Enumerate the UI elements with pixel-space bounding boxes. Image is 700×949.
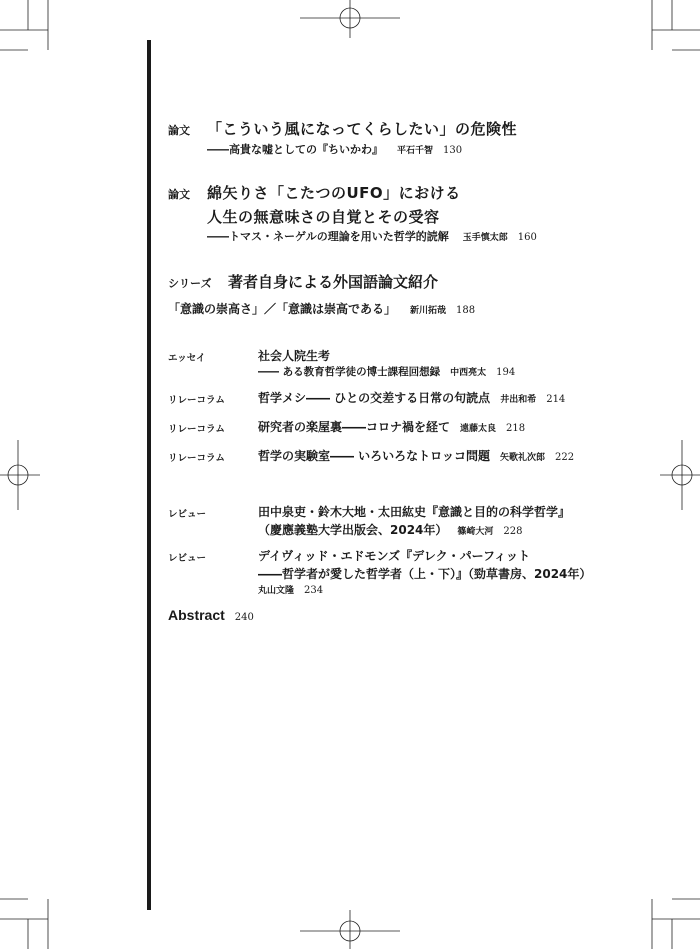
- article-1-tag: 論文: [168, 124, 190, 137]
- review-2-author-row: [258, 583, 323, 596]
- series-page: 188: [456, 305, 476, 316]
- article-2-subtitle: ――トマス・ネーゲルの理論を用いた哲学的読解: [207, 230, 449, 243]
- review-1-author: 篠崎大河: [457, 527, 494, 537]
- column-1-subtitle: ―― ある教育哲学徒の博士課程回想録: [258, 366, 441, 378]
- column-2-author: 井出和希: [500, 395, 537, 405]
- review-1-line-2-row: [258, 521, 523, 538]
- article-2-page: 160: [517, 232, 537, 243]
- column-4-author: 矢歌礼次郎: [499, 453, 545, 463]
- column-4-tag: リレーコラム: [168, 453, 225, 464]
- column-2-tag: リレーコラム: [168, 395, 225, 406]
- series-tag: シリーズ: [168, 277, 212, 290]
- column-1-author: 中西亮太: [450, 368, 487, 378]
- series-title: 著者自身による外国語論文紹介: [228, 273, 439, 291]
- article-1-title: 「こういう風になってくらしたい」の危険性: [207, 120, 518, 138]
- review-2-page: 234: [304, 585, 324, 596]
- column-1-tag: エッセイ: [168, 353, 206, 364]
- column-3-title: 研究者の楽屋裏――コロナ禍を経て: [258, 420, 451, 434]
- review-2-line-2: ――哲学者が愛した哲学者（上・下）』（勁草書房、2024年）: [258, 567, 592, 581]
- column-3-page: 218: [506, 423, 526, 434]
- abstract-label: Abstract: [168, 607, 225, 623]
- article-2-title-line-1: 綿矢りさ「こたつのUFO」における: [207, 184, 461, 202]
- review-2-author: 丸山文隆: [258, 586, 295, 596]
- review-1-page: 228: [503, 526, 523, 537]
- abstract-row: [168, 605, 254, 624]
- column-2-title-line: [258, 389, 565, 406]
- article-1-subtitle: ――高貴な嘘としての『ちいかわ』: [207, 143, 383, 156]
- article-1-page: 130: [443, 145, 463, 156]
- column-3-author: 遠藤太良: [460, 424, 497, 434]
- series-entry: 「意識の崇高さ」／「意識は崇高である」: [168, 302, 397, 316]
- article-1-subtitle-line: [207, 141, 462, 157]
- review-1-tag: レビュー: [168, 509, 207, 520]
- column-1-subtitle-line: [258, 364, 515, 379]
- column-2-page: 214: [546, 394, 566, 405]
- column-1-title: 社会人院生考: [258, 349, 331, 363]
- review-2-tag: レビュー: [168, 553, 207, 564]
- article-1-author: 平石千智: [397, 146, 434, 156]
- column-4-title: 哲学の実験室―― いろいろなトロッコ問題: [258, 449, 490, 463]
- column-1-page: 194: [496, 367, 516, 378]
- review-1-line-2: （慶應義塾大学出版会、2024年）: [258, 523, 448, 537]
- column-3-tag: リレーコラム: [168, 424, 225, 435]
- review-1-line-1: 田中泉吏・鈴木大地・太田紘史『意識と目的の科学哲学』: [258, 505, 571, 519]
- series-entry-line: [168, 300, 475, 317]
- article-2-author: 玉手慎太郎: [462, 233, 508, 243]
- article-2-subtitle-line: [207, 228, 537, 244]
- column-2-title: 哲学メシ―― ひとの交差する日常の句読点: [258, 391, 491, 405]
- column-4-page: 222: [554, 452, 575, 463]
- article-2-tag: 論文: [168, 188, 190, 201]
- review-2-line-1: デイヴィッド・エドモンズ『デレク・パーフィット: [258, 549, 531, 563]
- margin-rule: [147, 40, 151, 910]
- column-4-title-line: [258, 447, 574, 464]
- abstract-page: 240: [234, 612, 254, 623]
- column-3-title-line: [258, 418, 525, 435]
- article-2-title-line-2: 人生の無意味さの自覚とその受容: [207, 208, 440, 226]
- series-author: 新川拓哉: [410, 306, 447, 316]
